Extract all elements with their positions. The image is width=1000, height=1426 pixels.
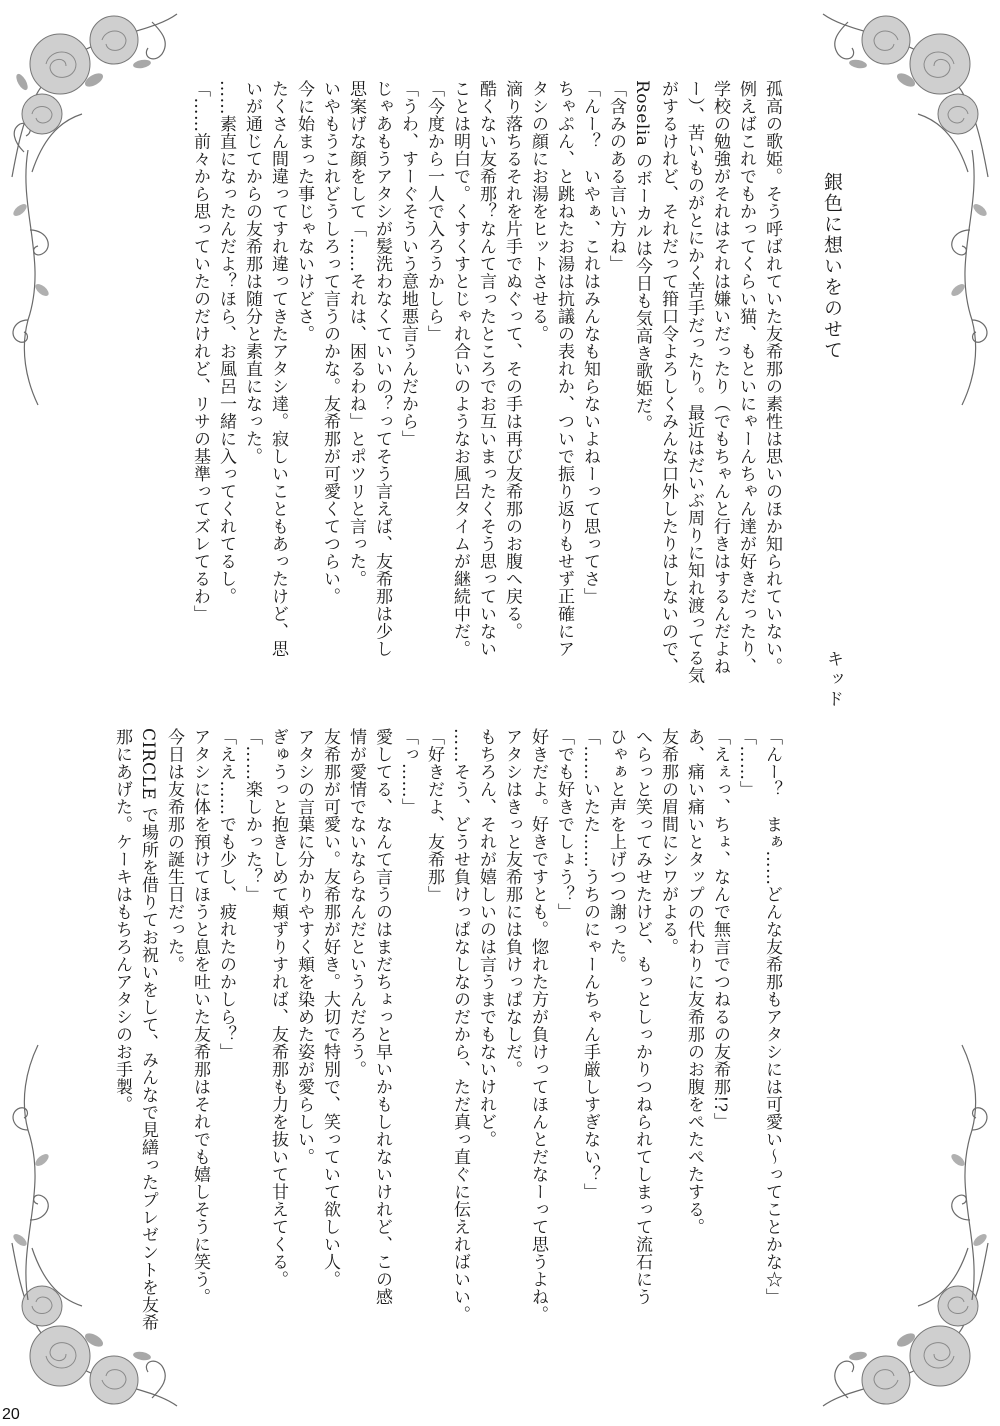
- text-line: ことは明白で。くすくすとじゃれ合いのようなお風呂タイムが継続中だ。: [450, 80, 470, 658]
- text-line: いやもうこれどうしろって言うのかな。友希那が可愛くてつらい。: [320, 80, 340, 605]
- text-line: 「えぇっ、ちょ、なんで無言でつねるの友希那!?」: [710, 728, 730, 1130]
- text-line: ……そう、どうせ負けっぱなしなのだから、ただ真っ直ぐに伝えればいい。: [450, 728, 470, 1323]
- text-line: じゃあもうアタシが髪洗わなくていいの？ってそう言えば、友希那は少し: [372, 80, 392, 658]
- rose-vine-icon: [932, 150, 992, 410]
- text-line: CIRCLE で場所を借りてお祝いをして、みんなで見繕ったプレゼントを友希: [138, 728, 158, 1332]
- text-line: 酷くない友希那？なんて言ったところでお互いまったくそう思っていない: [476, 80, 496, 658]
- text-line: ……素直になったんだよ？ほら、お風呂一緒に入ってくれてるし。: [216, 80, 236, 605]
- text-line: 「好きだよ、友希那」: [424, 728, 444, 903]
- text-line: 孤高の歌姫。そう呼ばれていた友希那の素性は思いのほか知られていない。: [762, 80, 782, 675]
- text-line: たくさん間違ってすれ違ってきたアタシ達。寂しいこともあったけど、思: [268, 80, 288, 658]
- text-line: ちゃぷん、と跳ねたお湯は抗議の表れか、ついで振り返りもせず正確にア: [554, 80, 574, 658]
- text-line: アタシに体を預けてほうと息を吐いた友希那はそれでも嬉しそうに笑う。: [190, 728, 210, 1306]
- text-line: 「今度から一人で入ろうかしら」: [424, 80, 444, 343]
- rose-vine-icon: [8, 1040, 68, 1300]
- text-line: ひゃぁと声を上げつつ謝った。: [606, 728, 626, 973]
- text-line: 友希那の眉間にシワがよる。: [658, 728, 678, 956]
- text-line: 那にあげた。ケーキはもちろんアタシのお手製。: [112, 728, 132, 1113]
- text-line: 「……いたた……うちのにゃーんちゃん手厳しすぎない？」: [580, 728, 600, 1201]
- page-number: 20: [2, 1406, 20, 1423]
- text-line: 情が愛情でないならなんだというんだろう。: [346, 728, 366, 1078]
- text-line: あ、痛い痛いとタップの代わりに友希那のお腹をぺたぺたする。: [684, 728, 704, 1236]
- text-line: 「……前々から思っていたのだけれど、リサの基準ってズレてるわ」: [190, 80, 210, 623]
- text-line: 「含みのある言い方ね」: [606, 80, 626, 273]
- text-line: アタシはきっと友希那には負けっぱなしだ。: [502, 728, 522, 1078]
- text-line: 「んー？ いやぁ、これはみんなも知らないよねーって思ってさ」: [580, 80, 600, 605]
- text-line: タシの顔にお湯をヒットさせる。: [528, 80, 548, 343]
- title-block: [800, 160, 860, 710]
- text-line: 学校の勉強がそれはそれは嫌いだったり（でもちゃんと行きはするんだよね: [710, 80, 730, 675]
- text-line: 「……楽しかった？」: [242, 728, 262, 903]
- text-line: 今に始まった事じゃないけどさ。: [294, 80, 314, 343]
- text-line: 愛してる、なんて言うのはまだちょっと早いかもしれないけれど、この感: [372, 728, 392, 1306]
- text-line: ぎゅうっと抱きしめて頬ずりすれば、友希那も力を抜いて甘えてくる。: [268, 728, 288, 1288]
- text-line: Roselia のボーカルは今日も気高き歌姫だ。: [632, 80, 652, 433]
- rose-vine-icon: [932, 1040, 992, 1300]
- text-line: 思案げな顔をして「……それは、困るわね」とポツリと言った。: [346, 80, 366, 588]
- text-line: 「……」: [736, 728, 756, 798]
- text-line: 「んー？ まぁ……どんな友希那もアタシには可愛い～ってことかな☆」: [762, 728, 782, 1306]
- text-line: 「うわ、すーぐそういう意地悪言うんだから」: [398, 80, 418, 448]
- text-line: ー）、苦いものがとにかく苦手だったり。最近はだいぶ周りに知れ渡ってる気: [684, 80, 704, 684]
- text-line: 滴り落ちるそれを片手でぬぐって、その手は再び友希那のお腹へ戻る。: [502, 80, 522, 640]
- text-line: 「っ……」: [398, 728, 418, 816]
- text-line: がするけれど、それだって箝口令よろしくみんな口外したりはしないので、: [658, 80, 678, 675]
- author-name: キッド: [823, 650, 843, 710]
- text-line: 例えばこれでもかってくらい猫、もといにゃーんちゃん達が好きだったり、: [736, 80, 756, 675]
- text-line: 友希那が可愛い。友希那が好き。大切で特別で、笑っていて欲しい人。: [320, 728, 340, 1288]
- story-title: 銀色に想いをのせて: [821, 172, 843, 361]
- text-line: 好きだよ。好きですとも。惚れた方が負けってほんとだなーって思うよね。: [528, 728, 548, 1323]
- text-line: へらっと笑ってみせたけど、もっとしっかりつねられてしまって流石にう: [632, 728, 652, 1306]
- body-text-top: [120, 80, 785, 684]
- text-line: 今日は友希那の誕生日だった。: [164, 728, 184, 973]
- text-line: いが通じてからの友希那は随分と素直になった。: [242, 80, 262, 465]
- text-line: もちろん、それが嬉しいのは言うまでもないけれど。: [476, 728, 496, 1148]
- body-text-bottom: [110, 728, 785, 1338]
- text-line: 「でも好きでしょう？」: [554, 728, 574, 921]
- rose-vine-icon: [8, 150, 68, 410]
- text-line: 「ええ……でも少し、疲れたのかしら？」: [216, 728, 236, 1061]
- text-line: アタシの言葉に分かりやすく頬を染めた姿が愛らしい。: [294, 728, 314, 1166]
